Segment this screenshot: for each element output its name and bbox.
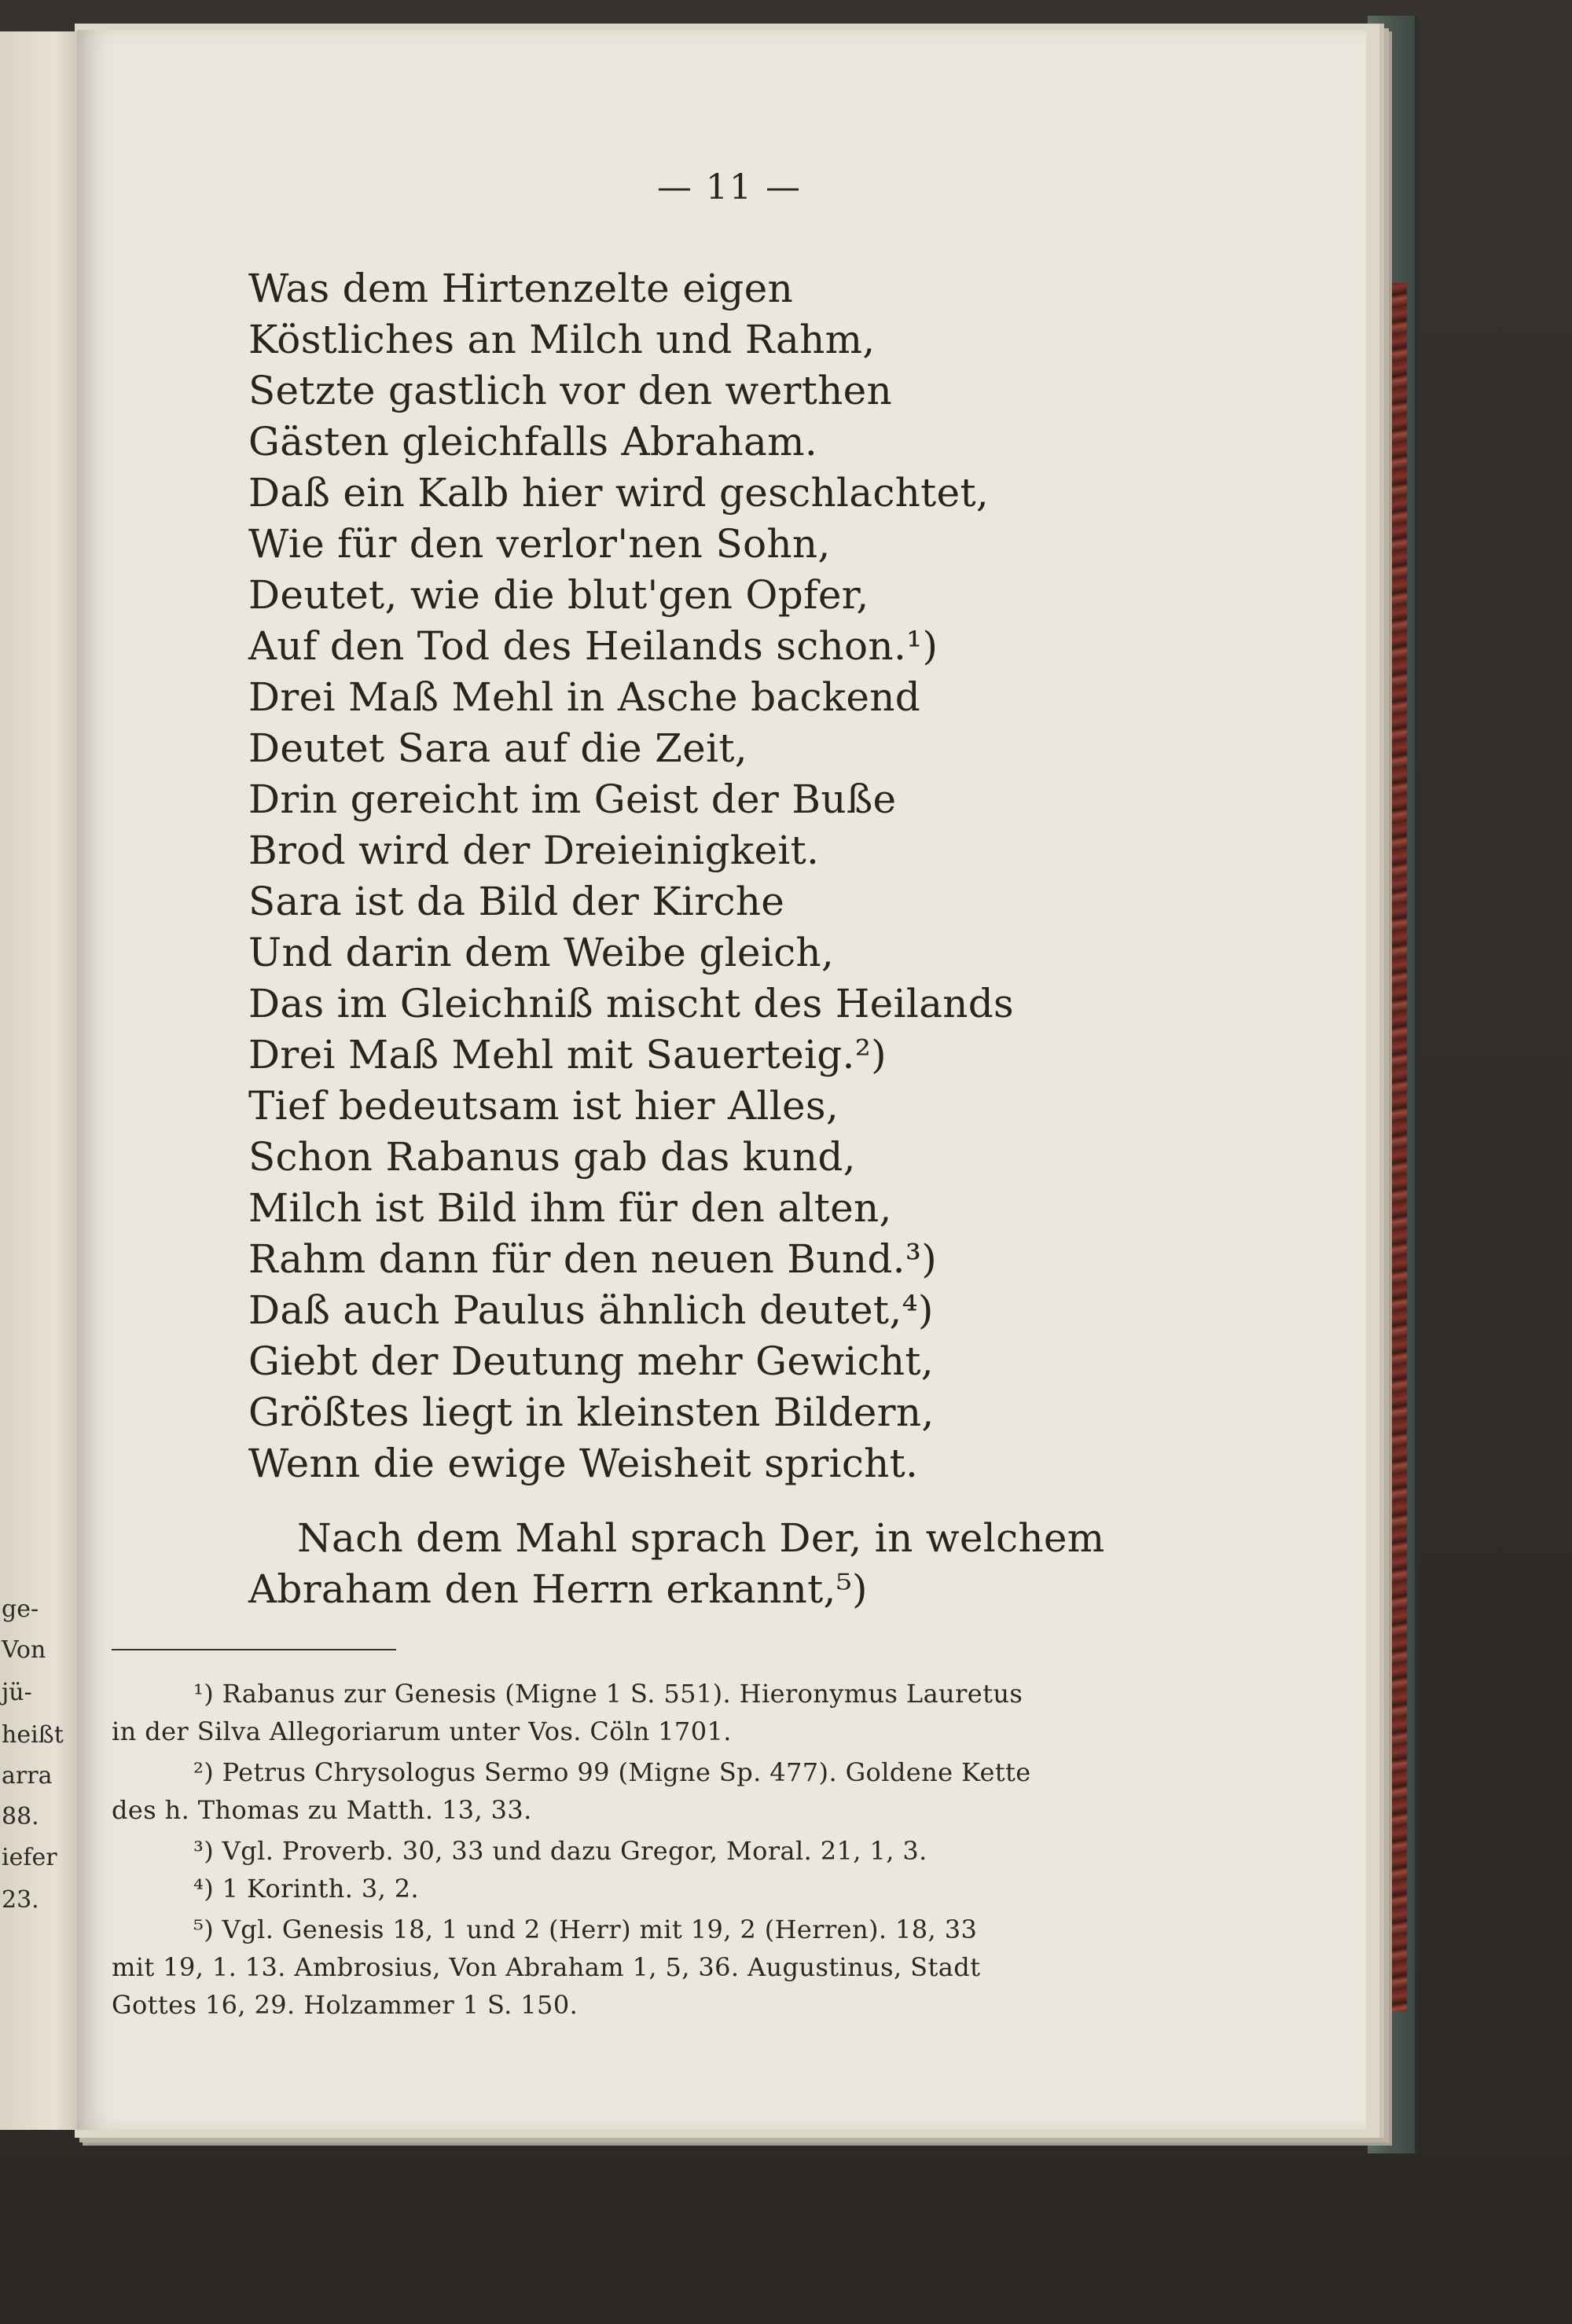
- verse-line: Größtes liegt in kleinsten Bildern,: [248, 1390, 935, 1435]
- verse-line: Giebt der Deutung mehr Gewicht,: [248, 1338, 934, 1384]
- left-fragment: Von: [2, 1636, 46, 1664]
- verse-line: Setzte gastlich vor den werthen: [248, 368, 893, 413]
- footnote-rule: [112, 1649, 396, 1650]
- footnote-line: ¹) Rabanus zur Genesis (Migne 1 S. 551). Hieronymus Lauretus: [193, 1679, 1023, 1709]
- verse-line: Und darin dem Weibe gleich,: [248, 930, 835, 975]
- verse-line: Tief bedeutsam ist hier Alles,: [248, 1083, 839, 1129]
- footnote-line: Gottes 16, 29. Holzammer 1 S. 150.: [112, 1990, 578, 2020]
- left-fragment: iefer: [2, 1844, 57, 1871]
- left-fragment: 88.: [2, 1803, 39, 1830]
- footnote-line: in der Silva Allegoriarum unter Vos. Cöln 1701.: [112, 1716, 732, 1746]
- verse-line: Schon Rabanus gab das kund,: [248, 1134, 856, 1180]
- verse-line: Köstliches an Milch und Rahm,: [248, 317, 876, 362]
- book-page: [77, 30, 1366, 2130]
- verse-line: Wie für den verlor'nen Sohn,: [248, 521, 831, 567]
- verse-line: Milch ist Bild ihm für den alten,: [248, 1185, 892, 1231]
- verse-line: Abraham den Herrn erkannt,⁵): [248, 1566, 868, 1612]
- verse-line: Sara ist da Bild der Kirche: [248, 879, 785, 924]
- verse-line: Gästen gleichfalls Abraham.: [248, 419, 818, 464]
- verse-line: Brod wird der Dreieinigkeit.: [248, 828, 820, 873]
- left-facing-page: [0, 31, 77, 2130]
- footnote-line: mit 19, 1. 13. Ambrosius, Von Abraham 1, 5, 36. Augustinus, Stadt: [112, 1952, 981, 1982]
- footnote-line: ⁴) 1 Korinth. 3, 2.: [193, 1874, 420, 1904]
- left-fragment: jü-: [2, 1679, 32, 1706]
- verse-line: Drei Maß Mehl mit Sauerteig.²): [248, 1032, 887, 1078]
- verse-line: Daß auch Paulus ähnlich deutet,⁴): [248, 1287, 934, 1333]
- verse-line: Auf den Tod des Heilands schon.¹): [248, 623, 938, 669]
- page-number: — 11 —: [657, 167, 802, 207]
- left-fragment: heißt: [2, 1721, 64, 1749]
- verse-line: Nach dem Mahl sprach Der, in welchem: [297, 1515, 1105, 1561]
- left-fragment: 23.: [2, 1886, 39, 1914]
- footnote-line: ³) Vgl. Proverb. 30, 33 und dazu Gregor, Moral. 21, 1, 3.: [193, 1836, 927, 1866]
- verse-line: Deutet, wie die blut'gen Opfer,: [248, 572, 869, 618]
- verse-line: Was dem Hirtenzelte eigen: [248, 266, 794, 311]
- footnote-line: ²) Petrus Chrysologus Sermo 99 (Migne Sp. 477). Goldene Kette: [193, 1757, 1031, 1787]
- verse-line: Drin gereicht im Geist der Buße: [248, 777, 897, 822]
- verse-line: Wenn die ewige Weisheit spricht.: [248, 1441, 919, 1486]
- marbled-spine-strip: [1380, 283, 1407, 2012]
- footnote-line: des h. Thomas zu Matth. 13, 33.: [112, 1795, 532, 1825]
- left-fragment: ge-: [2, 1595, 39, 1623]
- verse-line: Deutet Sara auf die Zeit,: [248, 725, 747, 771]
- verse-line: Daß ein Kalb hier wird geschlachtet,: [248, 470, 990, 516]
- verse-line: Rahm dann für den neuen Bund.³): [248, 1236, 937, 1282]
- left-fragment: arra: [2, 1762, 53, 1790]
- verse-line: Das im Gleichniß mischt des Heilands: [248, 981, 1015, 1026]
- verse-line: Drei Maß Mehl in Asche backend: [248, 674, 921, 720]
- footnote-line: ⁵) Vgl. Genesis 18, 1 und 2 (Herr) mit 19, 2 (Herren). 18, 33: [193, 1915, 978, 1944]
